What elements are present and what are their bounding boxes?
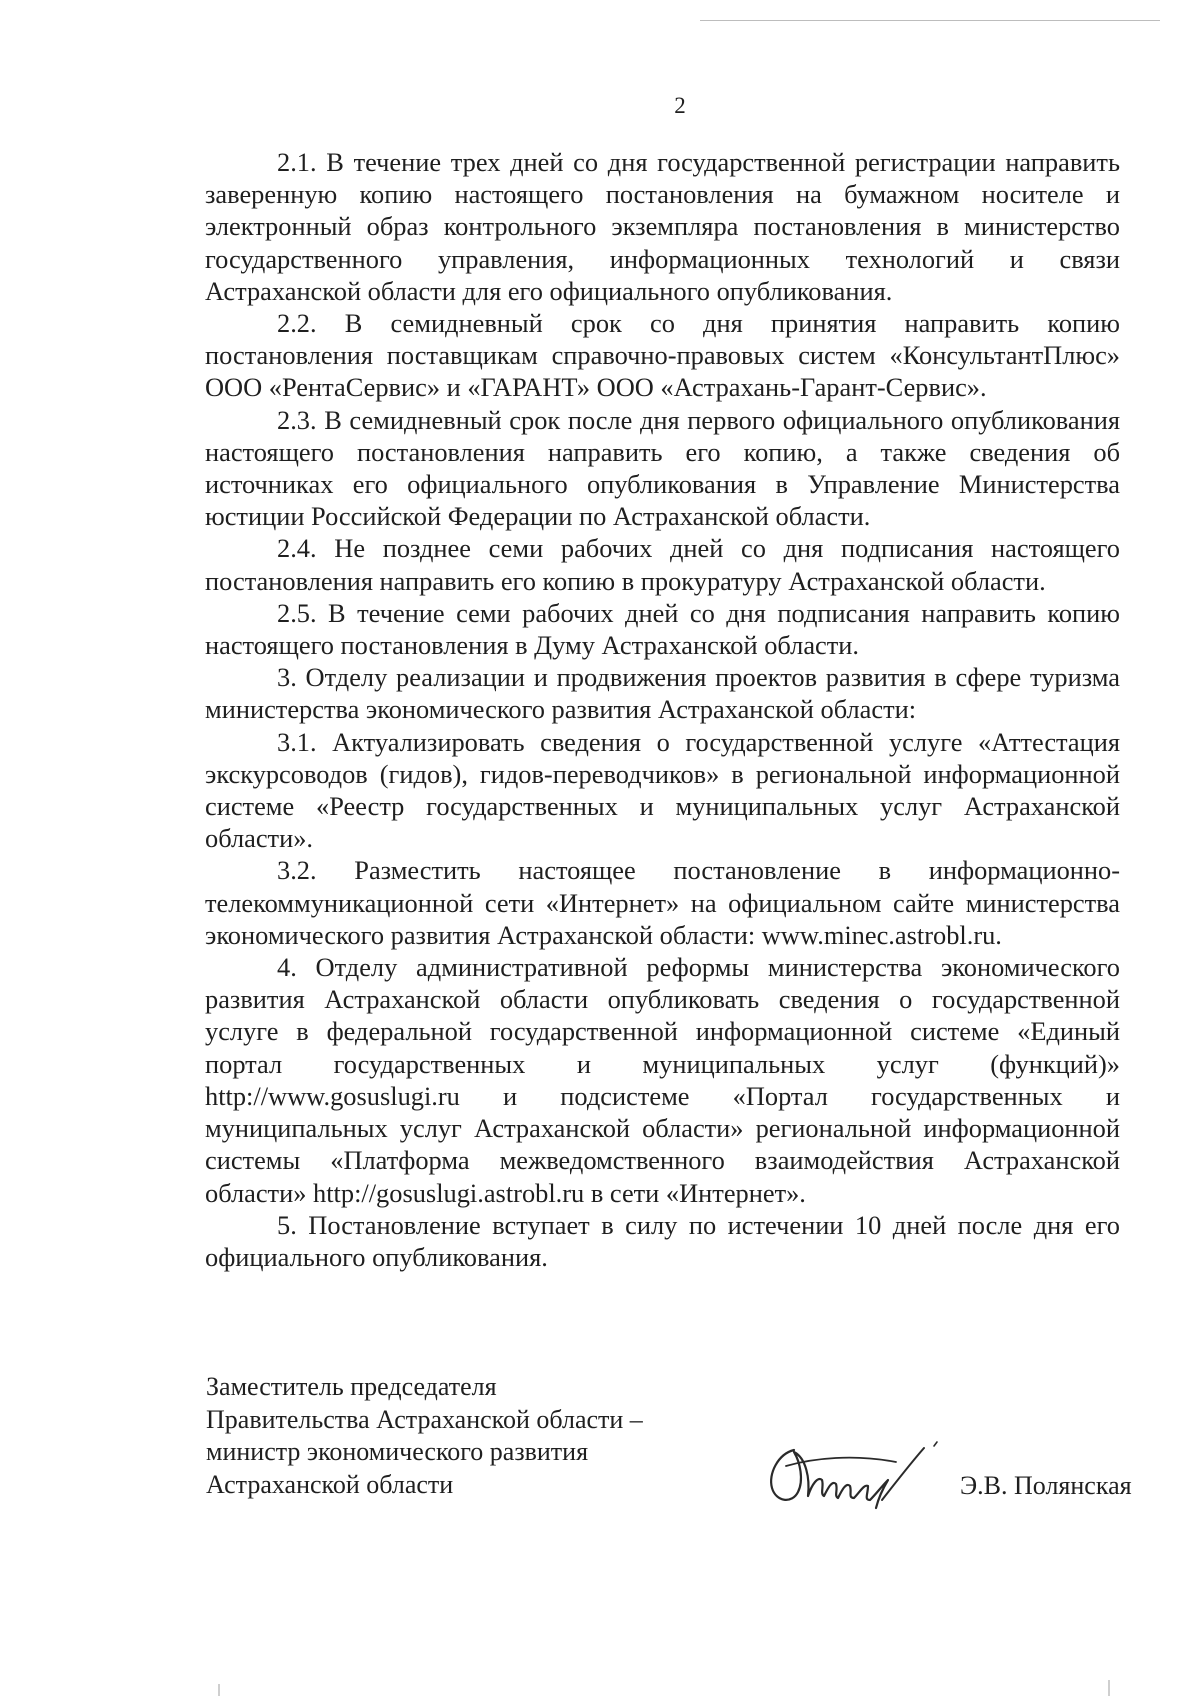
document-body: [205, 146, 1120, 1273]
signatory-name: Э.В. Полянская: [960, 1471, 1132, 1500]
paragraph-3: 3. Отделу реализации и продвижения проектов развития в сфере туризма министерства экономического развития Астраханской области:: [205, 662, 1120, 725]
paragraph-2-3: 2.3. В семидневный срок после дня первого официального опубликования настоящего постановления направить его копию, а также сведения об источниках его официального опубликования в Управление Министерства юстиции Российской Федерации по Астраханской области.: [205, 404, 1120, 532]
paragraph-2-4: 2.4. Не позднее семи рабочих дней со дня подписания настоящего постановления направить его копию в прокуратуру Астраханской области.: [205, 533, 1120, 596]
signatory-position: [206, 1371, 643, 1501]
signatory-position-line: министр экономического развития: [206, 1437, 589, 1466]
paragraph-4: 4. Отделу административной реформы министерства экономического развития Астраханской области опубликовать сведения о государственной услуге в федеральной государственной информационной системе «Единый портал государственных и муниципальных услуг (функций)» http://www.gosuslugi.ru и подсистеме «Портал государственных и муниципальных услуг Астраханской области» региональной информационной системы «Платформа межведомственного взаимодействия Астраханской области» http://gosuslugi.astrobl.ru в сети «Интернет».: [205, 952, 1120, 1208]
scan-edge-line: [700, 20, 1160, 21]
paragraph-5: 5. Постановление вступает в силу по истечении 10 дней после дня его официального опубликования.: [205, 1209, 1120, 1272]
signatory-position-line: Заместитель председателя: [206, 1372, 497, 1401]
scan-edge-mark-right: [1108, 1680, 1110, 1696]
paragraph-3-2: 3.2. Разместить настоящее постановление в информационно-телекоммуникационной сети «Интернет» на официальном сайте министерства экономического развития Астраханской области: www.minec.astrobl.ru.: [205, 855, 1120, 950]
page-number: 2: [674, 93, 686, 118]
signatory-position-line: Правительства Астраханской области –: [206, 1404, 643, 1434]
paragraph-2-1: 2.1. В течение трех дней со дня государственной регистрации направить заверенную копию настоящего постановления на бумажном носителе и электронный образ контрольного экземпляра постановления в министерство государственного управления, информационных технологий и связи Астраханской области для его официального опубликования.: [205, 147, 1120, 306]
signatory-position-line: Астраханской области: [206, 1469, 454, 1499]
scan-edge-mark-left: [218, 1684, 220, 1696]
paragraph-2-5: 2.5. В течение семи рабочих дней со дня подписания направить копию настоящего постановления в Думу Астраханской области.: [205, 597, 1120, 661]
paragraph-2-2: 2.2. В семидневный срок со дня принятия направить копию постановления поставщикам справочно-правовых систем «КонсультантПлюс» ООО «РентаСервис» и «ГАРАНТ» ООО «Астрахань-Гарант-Сервис».: [205, 308, 1120, 403]
handwritten-signature: [764, 1440, 954, 1510]
paragraph-3-1: 3.1. Актуализировать сведения о государственной услуге «Аттестация экскурсоводов (гидов), гидов-переводчиков» в региональной информационной системе «Реестр государственных и муниципальных услуг Астраханской области».: [205, 726, 1120, 854]
